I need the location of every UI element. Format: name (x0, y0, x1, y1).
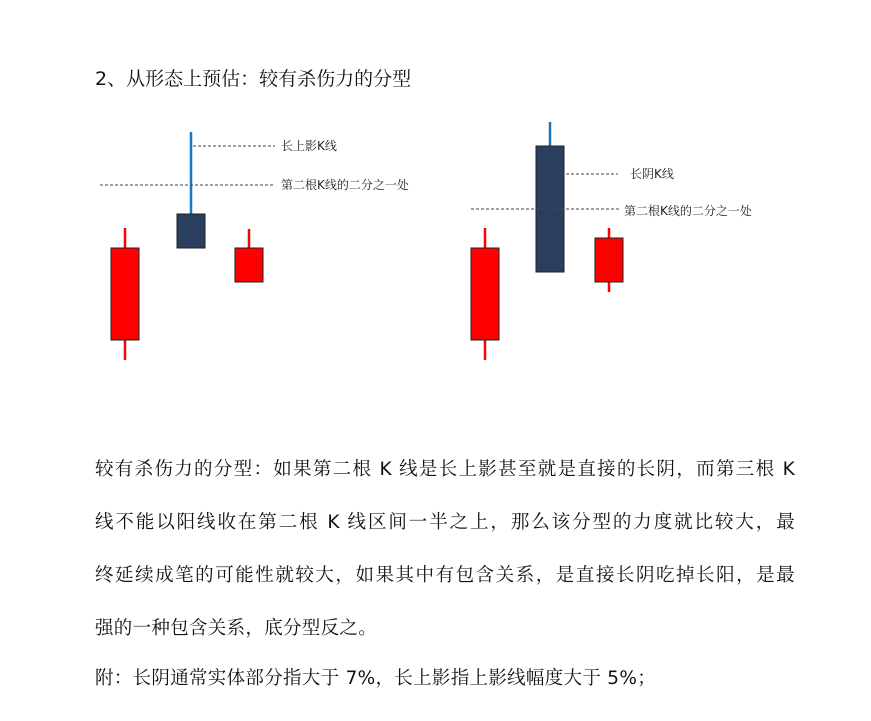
section-heading: 2、从形态上预估：较有杀伤力的分型 (95, 68, 412, 90)
right-candle1-body (471, 248, 499, 340)
paragraph-line-3: 终延续成笔的可能性就较大，如果其中有包含关系，是直接长阴吃掉长阳，是最 (95, 565, 795, 586)
right-candle3-body (595, 238, 623, 282)
paragraph-line-1: 较有杀伤力的分型：如果第二根 K 线是长上影甚至就是直接的长阴，而第三根 K (95, 459, 795, 480)
left-pattern (100, 132, 409, 360)
left-candle2-body (177, 214, 205, 248)
footnote: 附：长阴通常实体部分指大于 7%，长上影指上影线幅度大于 5%； (95, 668, 657, 689)
left-candle1-body (111, 248, 139, 340)
left-upper-shadow-label: 长上影K线 (281, 139, 337, 153)
paragraph-line-2: 线不能以阳线收在第二根 K 线区间一半之上，那么该分型的力度就比较大，最 (95, 512, 795, 533)
right-half-line-label: 第二根K线的二分之一处 (624, 204, 752, 218)
right-long-bear-label: 长阴K线 (630, 167, 674, 181)
left-candle3-body (235, 248, 263, 282)
left-half-line-label: 第二根K线的二分之一处 (281, 178, 409, 192)
right-candle2-body (536, 146, 564, 272)
explanation-paragraph (95, 443, 795, 655)
right-pattern (471, 122, 752, 360)
paragraph-line-4: 强的一种包含关系，底分型反之。 (95, 618, 378, 639)
